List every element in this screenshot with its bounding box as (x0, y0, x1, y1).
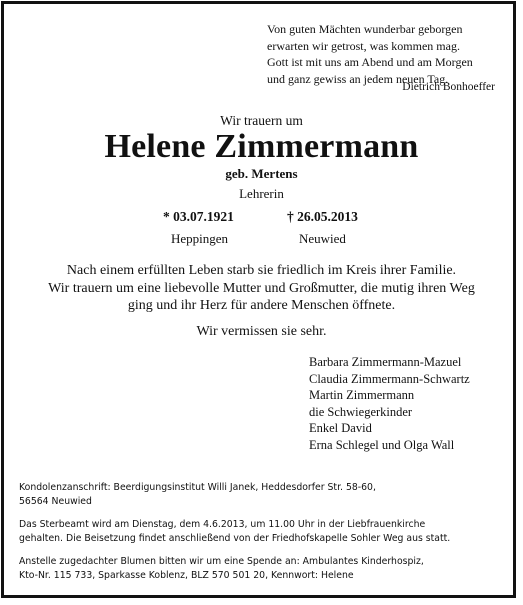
poem-line: Von guten Mächten wunderbar geborgen (267, 22, 463, 36)
info-line: gehalten. Die Beisetzung findet anschließend von der Friedhofskapelle Sohler Weg aus statt. (19, 533, 451, 544)
death-place: Neuwied (299, 231, 346, 246)
poem-line: und ganz gewiss an jedem neuen Tag. (267, 71, 449, 86)
poem (267, 21, 473, 87)
mourner-name: Erna Schlegel und Olga Wall (309, 437, 455, 452)
info-line: 56564 Neuwied (19, 496, 92, 507)
memorial-text (0, 262, 523, 315)
mourner-name: Claudia Zimmermann-Schwartz (309, 371, 470, 386)
mourners-list (309, 354, 470, 454)
condolence-address (19, 481, 376, 509)
profession: Lehrerin (239, 186, 284, 201)
death-date: † 26.05.2013 (287, 209, 358, 224)
poem-line: erwarten wir getrost, was kommen mag. (267, 38, 460, 53)
info-line: Anstelle zugedachter Blumen bitten wir um eine Spende an: Ambulantes Kinderhospiz, (19, 556, 424, 567)
intro-text: Wir trauern um (220, 113, 303, 128)
mourner-name: die Schwiegerkinder (309, 404, 413, 419)
info-line: Kondolenzanschrift: Beerdigungsinstitut Willi Janek, Heddesdorfer Str. 58-60, (19, 482, 376, 493)
memorial-text-line: ging und ihr Herz für andere Menschen öffnete. (127, 298, 396, 313)
poem-author: Dietrich Bonhoeffer (402, 81, 495, 93)
closing-text: Wir vermissen sie sehr. (196, 324, 327, 339)
info-line: Kto-Nr. 115 733, Sparkasse Koblenz, BLZ 570 501 20, Kennwort: Helene (19, 570, 354, 581)
birth-date: * 03.07.1921 (163, 209, 234, 224)
donation-info (19, 555, 424, 583)
info-line: Das Sterbeamt wird am Dienstag, dem 4.6.2013, um 11.00 Uhr in der Liebfrauenkirche (19, 519, 426, 530)
memorial-text-line: Wir trauern um eine liebevolle Mutter und Großmutter, die mutig ihren Weg (48, 280, 475, 296)
poem-line: Gott ist mit uns am Abend und am Morgen (267, 55, 473, 69)
mourner-name: Barbara Zimmermann-Mazuel (309, 355, 462, 369)
birth-place: Heppingen (171, 231, 229, 246)
deceased-name: Helene Zimmermann (104, 128, 419, 165)
mourner-name: Martin Zimmermann (309, 388, 415, 403)
maiden-name: geb. Mertens (225, 166, 298, 181)
memorial-text-line: Nach einem erfüllten Leben starb sie friedlich im Kreis ihrer Familie. (66, 263, 457, 278)
funeral-info (19, 518, 450, 546)
mourner-name: Enkel David (309, 421, 372, 436)
